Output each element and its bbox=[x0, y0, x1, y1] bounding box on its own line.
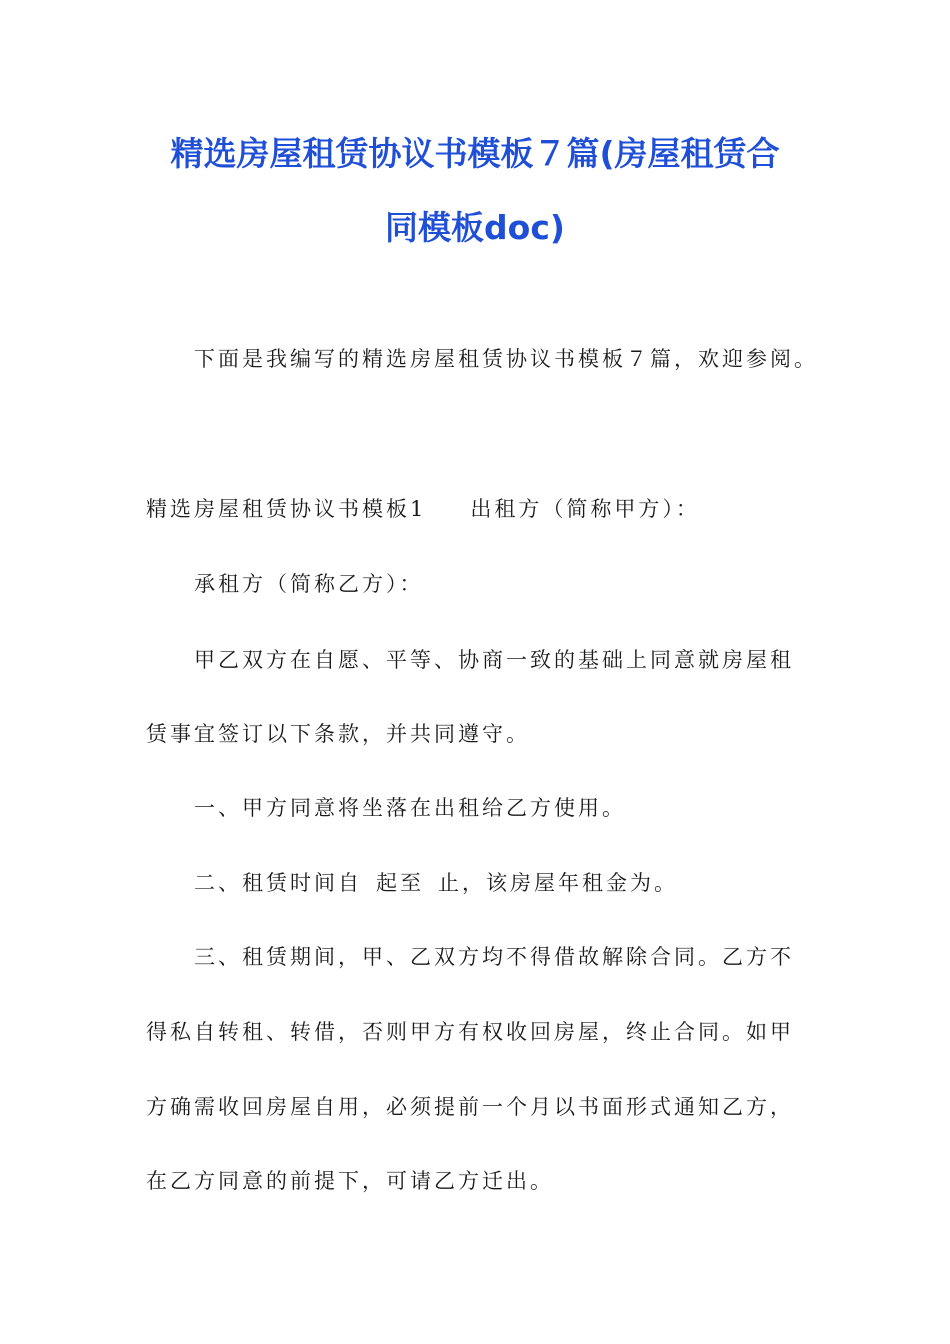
clause-3-line-1: 三、租赁期间，甲、乙双方均不得借故解除合同。乙方不 bbox=[194, 945, 794, 969]
clause-2-part-a: 二、租赁时间自 bbox=[194, 871, 362, 895]
clause-2-part-b: 起至 bbox=[376, 871, 424, 895]
intro-paragraph: 下面是我编写的精选房屋租赁协议书模板７篇，欢迎参阅。 bbox=[194, 347, 818, 371]
agreement-paragraph-line-2: 赁事宜签订以下条款，并共同遵守。 bbox=[146, 722, 530, 746]
clause-3-line-2: 得私自转租、转借，否则甲方有权收回房屋，终止合同。如甲 bbox=[146, 1020, 794, 1044]
agreement-paragraph-line-1: 甲乙双方在自愿、平等、协商一致的基础上同意就房屋租 bbox=[194, 648, 794, 672]
section-heading-line bbox=[146, 494, 700, 524]
lessor-label: 出租方（简称甲方）： bbox=[470, 497, 700, 521]
lessee-label: 承租方（简称乙方）： bbox=[194, 572, 424, 596]
clause-3-line-3: 方确需收回房屋自用，必须提前一个月以书面形式通知乙方， bbox=[146, 1095, 794, 1119]
section-heading: 精选房屋租赁协议书模板1 bbox=[146, 497, 427, 521]
document-title-line-1: 精选房屋租赁协议书模板７篇(房屋租赁合 bbox=[170, 134, 780, 173]
clause-2 bbox=[194, 868, 678, 898]
clause-2-part-c: 止，该房屋年租金为。 bbox=[438, 871, 678, 895]
clause-3-line-4: 在乙方同意的前提下，可请乙方迁出。 bbox=[146, 1169, 554, 1193]
clause-1: 一、甲方同意将坐落在出租给乙方使用。 bbox=[194, 796, 626, 820]
document-title-line-2: 同模板doc) bbox=[385, 208, 565, 247]
